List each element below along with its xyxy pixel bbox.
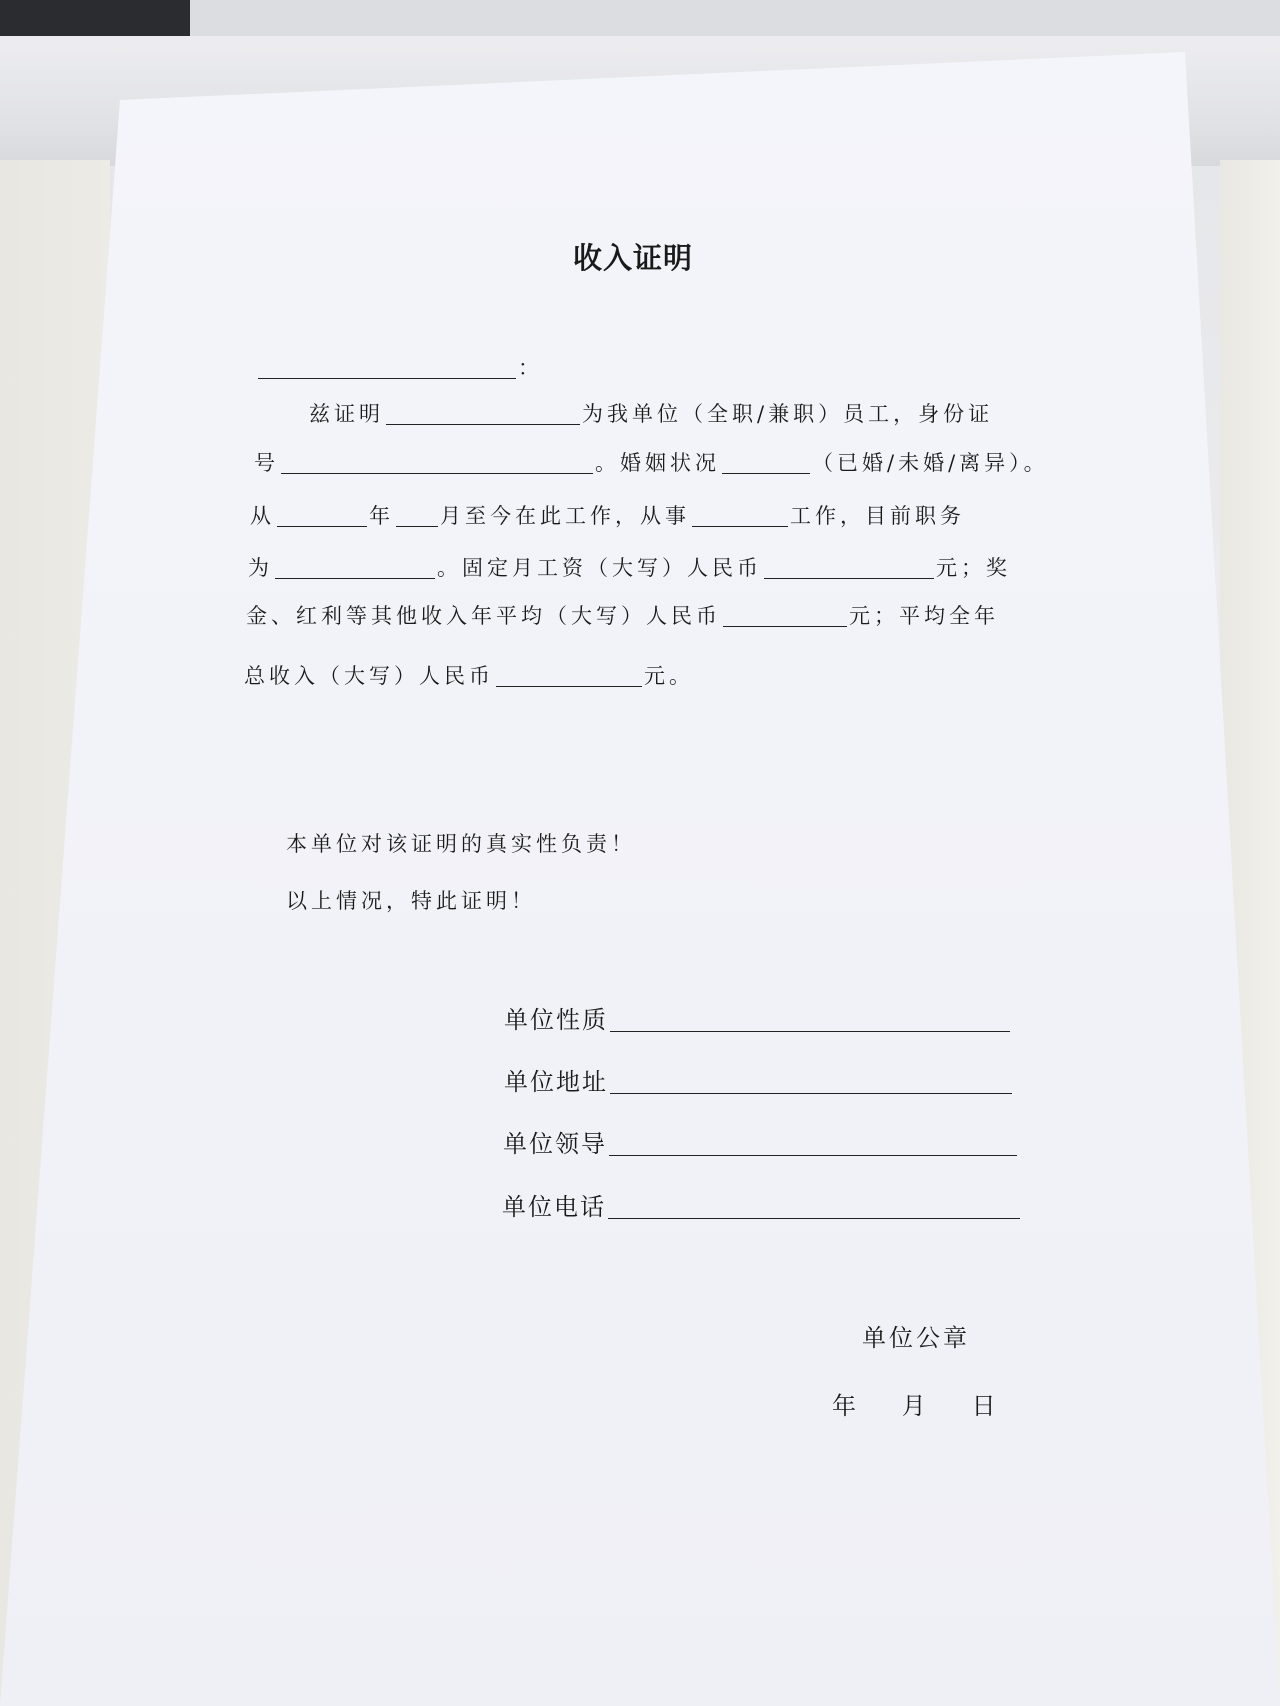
field-unit-address: 单位地址	[504, 1062, 1014, 1097]
body-line-2: 号 。婚姻状况 （已婚/未婚/离异）。	[254, 451, 1049, 475]
monthly-salary-blank[interactable]	[764, 558, 934, 579]
annual-income-blank[interactable]	[496, 666, 642, 687]
position-blank[interactable]	[275, 558, 435, 579]
statement-certify: 以上情况，特此证明！	[286, 889, 536, 913]
body-line-6: 总收入（大写）人民币 元。	[244, 664, 694, 688]
statement-responsibility: 本单位对该证明的真实性负责！	[286, 832, 636, 856]
marital-status-blank[interactable]	[722, 453, 810, 474]
employee-name-blank[interactable]	[386, 404, 580, 425]
recipient-line: ：	[256, 352, 543, 382]
work-type-blank[interactable]	[692, 506, 788, 527]
bonus-blank[interactable]	[723, 606, 847, 627]
body-line-5: 金、红利等其他收入年平均（大写）人民币 元；平均全年	[246, 604, 999, 628]
date-line: 年 月 日	[832, 1392, 996, 1420]
body-line-1: 兹证明 为我单位（全职/兼职）员工，身份证	[309, 402, 994, 426]
body-line-3: 从 年 月至今在此工作，从事 工作，目前职务	[250, 504, 965, 528]
unit-leader-blank[interactable]	[609, 1135, 1017, 1156]
unit-nature-blank[interactable]	[610, 1011, 1010, 1032]
unit-seal-label: 单位公章	[862, 1324, 970, 1352]
field-unit-phone: 单位电话	[502, 1187, 1022, 1222]
unit-phone-blank[interactable]	[608, 1198, 1020, 1219]
unit-address-blank[interactable]	[610, 1073, 1012, 1094]
recipient-blank[interactable]	[258, 358, 516, 379]
body-line-4: 为 。固定月工资（大写）人民币 元；奖	[248, 556, 1011, 580]
id-number-blank[interactable]	[281, 453, 593, 474]
field-unit-nature: 单位性质	[504, 1000, 1012, 1035]
start-year-blank[interactable]	[277, 506, 367, 527]
start-month-blank[interactable]	[396, 506, 438, 527]
document-title: 收入证明	[573, 241, 694, 275]
field-unit-leader: 单位领导	[503, 1124, 1019, 1159]
